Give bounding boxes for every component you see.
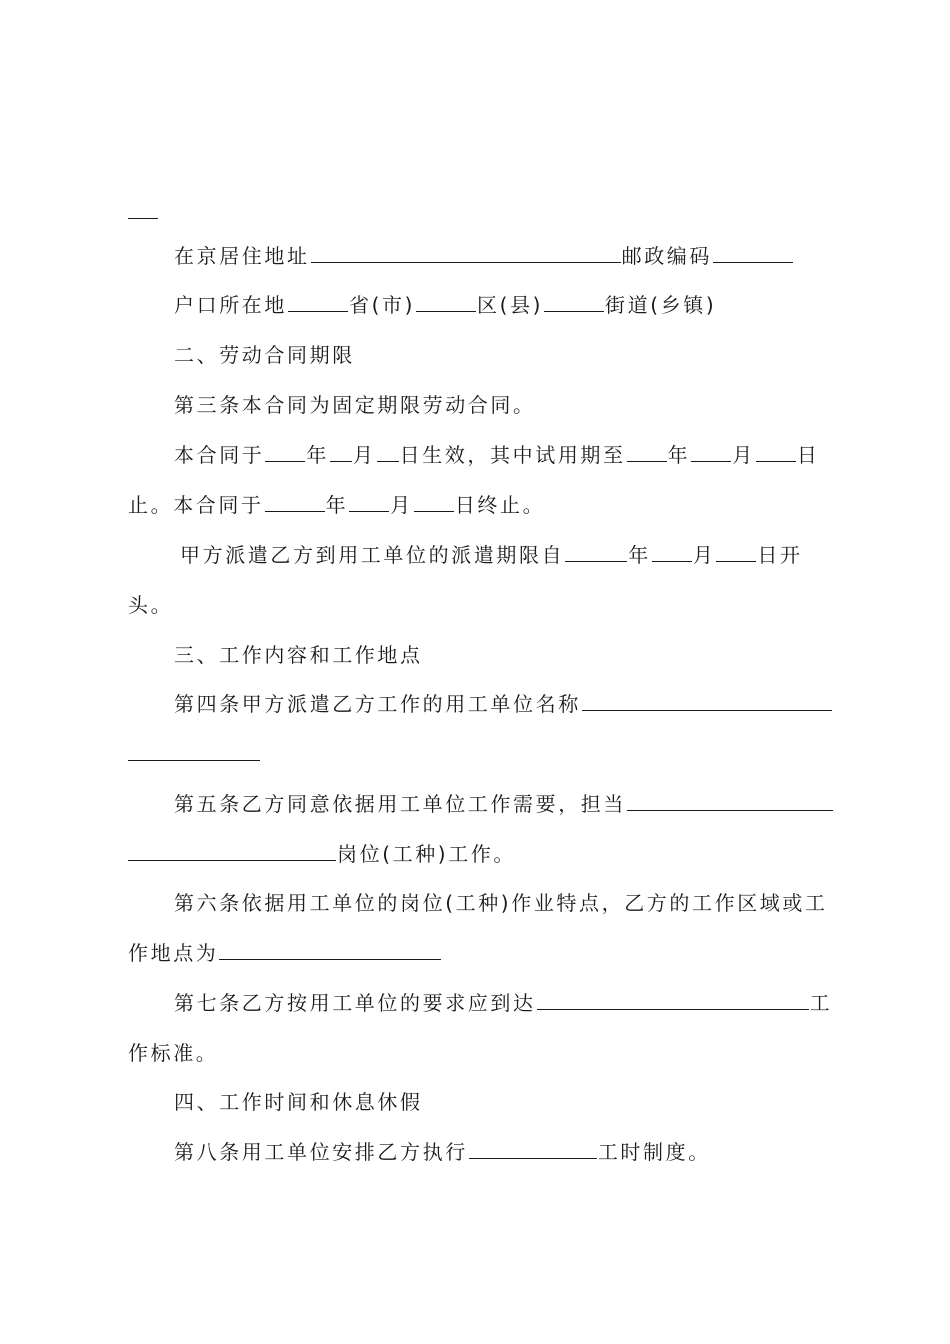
postcode-label: 邮政编码 [621, 244, 713, 268]
address-label: 在京居住地址 [174, 244, 310, 268]
text: 工 [809, 991, 833, 1015]
blank-field [128, 198, 158, 219]
blank-field [288, 291, 348, 312]
blank-field [716, 541, 756, 562]
blank-field [691, 441, 731, 462]
text: 第四条甲方派遣乙方工作的用工单位名称 [174, 692, 581, 716]
article-8 [174, 1138, 832, 1166]
text: 岗位(工种)工作。 [337, 842, 517, 866]
text: 年 [306, 443, 330, 467]
text: 作地点为 [128, 941, 219, 965]
text: 年 [628, 543, 651, 567]
text: 月 [692, 543, 716, 567]
blank-field [416, 291, 476, 312]
article-3: 第三条本合同为固定期限劳动合同。 [174, 393, 536, 417]
leading-blank-line [128, 198, 832, 226]
article-5-line-1 [174, 790, 832, 818]
blank-field [565, 541, 627, 562]
district-label: 区(县) [477, 293, 544, 317]
employer-name-blank [582, 690, 832, 711]
blank-field [627, 441, 667, 462]
work-location-blank [219, 939, 441, 960]
article-7-line-1 [174, 989, 832, 1017]
province-label: 省(市) [349, 293, 416, 317]
section-4-title: 四、工作时间和休息休假 [174, 1090, 423, 1114]
blank-field [265, 441, 305, 462]
blank-field [414, 491, 454, 512]
hukou-line [174, 291, 832, 319]
text: 月 [732, 443, 755, 467]
text: 日生效，其中试用期至 [399, 443, 626, 467]
blank-field [544, 291, 604, 312]
article-5-line-2 [128, 840, 832, 868]
text: 月 [353, 443, 376, 467]
text: 日 [796, 443, 820, 467]
employer-name-blank-cont [128, 740, 260, 761]
blank-field [265, 491, 325, 512]
article-6-line-2 [128, 939, 832, 967]
article-6-line-1: 第六条依据用工单位的岗位(工种)作业特点，乙方的工作区域或工 [174, 891, 828, 915]
standard-blank [537, 989, 809, 1010]
text: 年 [325, 493, 349, 517]
blank-field [330, 441, 352, 462]
address-line [174, 242, 832, 270]
text: 日终止。 [454, 493, 546, 517]
text: 年 [667, 443, 691, 467]
text: 甲方派遣乙方到用工单位的派遣期限自 [180, 543, 565, 567]
text: 第七条乙方按用工单位的要求应到达 [174, 991, 536, 1015]
text: 日开 [757, 543, 803, 567]
section-2-title: 二、劳动合同期限 [174, 343, 355, 367]
dispatch-line-1 [180, 541, 832, 569]
article-4-line-2 [128, 740, 832, 768]
section-3-title: 三、工作内容和工作地点 [174, 643, 423, 667]
effect-line-2 [128, 491, 832, 519]
text: 工时制度。 [597, 1140, 711, 1164]
position-blank-cont [128, 840, 336, 861]
street-label: 街道(乡镇) [605, 293, 717, 317]
text: 第五条乙方同意依据用工单位工作需要，担当 [174, 792, 626, 816]
hukou-label: 户口所在地 [174, 293, 287, 317]
text: 止。本合同于 [128, 493, 264, 517]
text: 本合同于 [174, 443, 265, 467]
position-blank [627, 790, 833, 811]
article-4-line-1 [174, 690, 832, 718]
blank-field [756, 441, 796, 462]
blank-field [349, 491, 389, 512]
dispatch-line-2: 头。 [128, 593, 174, 617]
blank-field [377, 441, 399, 462]
text: 第八条用工单位安排乙方执行 [174, 1140, 468, 1164]
work-hours-blank [469, 1138, 597, 1159]
article-7-line-2: 作标准。 [128, 1041, 219, 1065]
text: 月 [390, 493, 413, 517]
effect-line-1 [174, 441, 832, 469]
address-blank [311, 242, 621, 263]
blank-field [652, 541, 692, 562]
postcode-blank [713, 242, 793, 263]
